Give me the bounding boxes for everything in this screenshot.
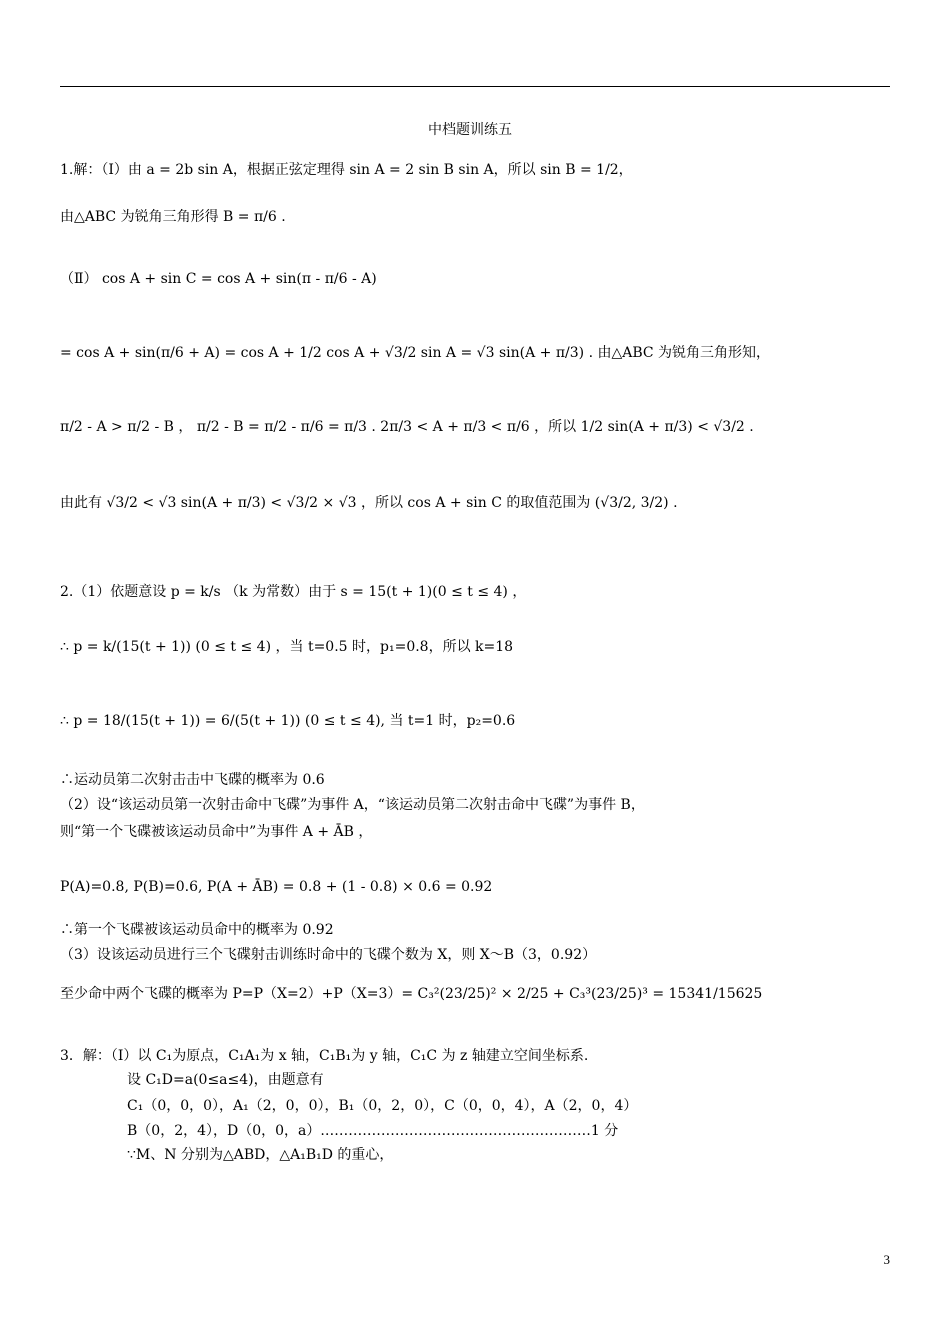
header-rule (60, 86, 890, 87)
text-line-16: 至少命中两个飞碟的概率为 P=P（X=2）+P（X=3）= C₃²(23/25)² × 2/25 + C₃³(23/25)³ = 15341/15625 (60, 986, 763, 1002)
text-line-5: π/2 - A > π/2 - B ， π/2 - B = π/2 - π/6 = π/3 . 2π/3 < A + π/3 < π/6 ，所以 1/2 sin(A + π/3) < √3/2 . (60, 419, 754, 435)
text-line-15: （3）设该运动员进行三个飞碟射击训练时命中的飞碟个数为 X，则 X～B（3，0.92） (60, 947, 597, 963)
text-line-2: 由△ABC 为锐角三角形得 B = π/6 . (60, 209, 286, 225)
text-line-3: （Ⅱ） cos A + sin C = cos A + sin(π - π/6 - A) (60, 271, 377, 287)
text-line-4: = cos A + sin(π/6 + A) = cos A + 1/2 cos A + √3/2 sin A = √3 sin(A + π/3) . 由△ABC 为锐角三角形知， (60, 345, 771, 361)
page-number: 3 (883, 1252, 890, 1267)
text-line-10: ∴运动员第二次射击击中飞碟的概率为 0.6 (60, 772, 325, 788)
text-line-12: 则“第一个飞碟被该运动员命中”为事件 A + ĀB ， (60, 824, 373, 840)
text-line-1: 1.解：（Ⅰ）由 a = 2b sin A，根据正弦定理得 sin A = 2 sin B sin A，所以 sin B = 1/2， (60, 162, 633, 178)
text-line-6: 由此有 √3/2 < √3 sin(A + π/3) < √3/2 × √3 ，所以 cos A + sin C 的取值范围为 (√3/2, 3/2) . (60, 495, 678, 511)
text-line-19: C₁（0，0，0），A₁（2，0，0），B₁（0，2，0），C（0，0，4），A（2，0，4） (127, 1098, 638, 1114)
text-line-9: ∴ p = 18/(15(t + 1)) = 6/(5(t + 1)) (0 ≤ t ≤ 4), 当 t=1 时，p₂=0.6 (60, 713, 516, 729)
text-line-17: 3．解：（Ⅰ）以 C₁为原点，C₁A₁为 x 轴，C₁B₁为 y 轴，C₁C 为 z 轴建立空间坐标系. (60, 1048, 589, 1064)
text-line-18: 设 C₁D=a(0≤a≤4)，由题意有 (127, 1072, 324, 1088)
text-line-21: ∵M、N 分别为△ABD，△A₁B₁D 的重心， (127, 1147, 394, 1163)
text-line-13: P(A)=0.8, P(B)=0.6, P(A + ĀB) = 0.8 + (1 - 0.8) × 0.6 = 0.92 (60, 879, 493, 895)
text-line-20: B（0，2，4），D（0，0，a）.…………………………………………………1 分 (127, 1123, 619, 1139)
text-line-7: 2.（1）依题意设 p = k/s （k 为常数）由于 s = 15(t + 1)(0 ≤ t ≤ 4) ， (60, 584, 527, 600)
text-line-14: ∴第一个飞碟被该运动员命中的概率为 0.92 (60, 922, 334, 938)
text-line-11: （2）设“该运动员第一次射击命中飞碟”为事件 A，“该运动员第二次射击命中飞碟”为事件 B， (60, 797, 645, 813)
page-title: 中档题训练五 (428, 122, 512, 138)
text-line-8: ∴ p = k/(15(t + 1)) (0 ≤ t ≤ 4) ，当 t=0.5 时，p₁=0.8，所以 k=18 (60, 639, 514, 655)
